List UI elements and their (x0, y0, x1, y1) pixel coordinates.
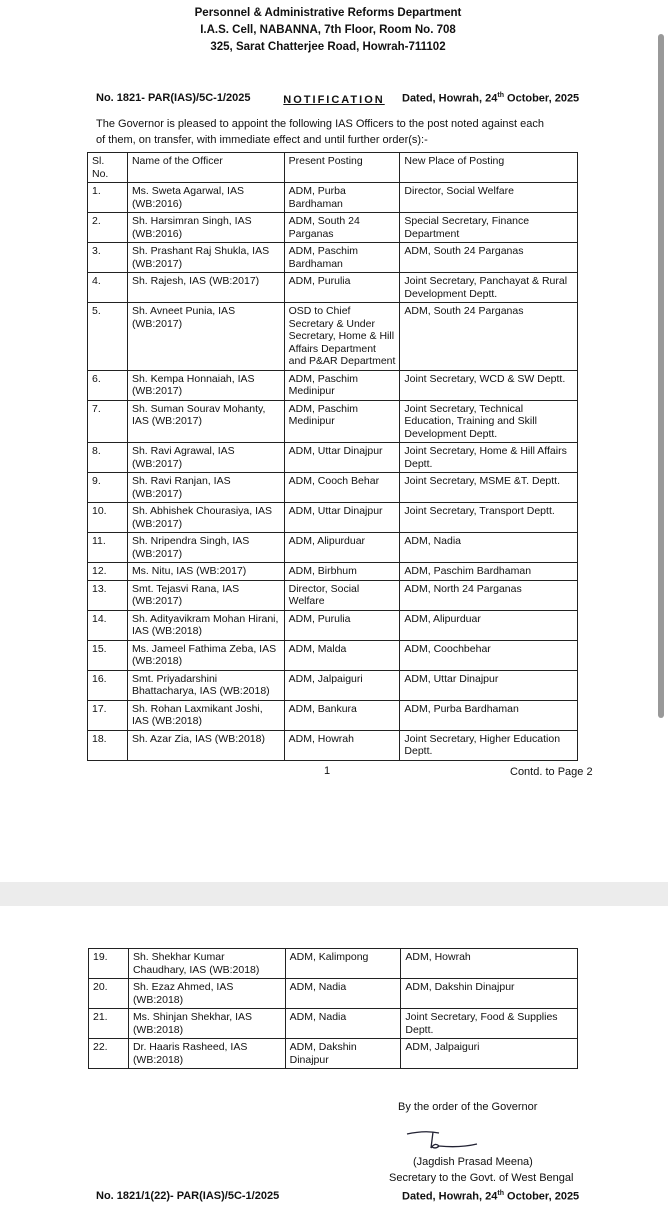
table-row (88, 443, 578, 473)
column-header: Present Posting (284, 153, 400, 183)
new-posting: Joint Secretary, WCD & SW Deptt. (400, 370, 578, 400)
present-posting: OSD to Chief Secretary & Under Secretary, Home & Hill Affairs Department and P&AR Department (284, 303, 400, 371)
present-posting: ADM, Nadia (285, 979, 401, 1009)
serial-number: 13. (88, 580, 128, 610)
new-posting: Joint Secretary, Higher Education Deptt. (400, 730, 578, 760)
new-posting: ADM, Coochbehar (400, 640, 578, 670)
present-posting: ADM, Uttar Dinajpur (284, 503, 400, 533)
serial-number: 12. (88, 563, 128, 581)
table-row (88, 503, 578, 533)
table-row (88, 580, 578, 610)
officers-table-continued (88, 948, 578, 1069)
table-row (88, 640, 578, 670)
present-posting: ADM, South 24 Parganas (284, 213, 400, 243)
serial-number: 2. (88, 213, 128, 243)
table-row (88, 213, 578, 243)
date-line-2: Dated, Howrah, 24th October, 2025 (402, 1190, 580, 1203)
memo-number: No. 1821- PAR(IAS)/5C-1/2025 (96, 92, 251, 104)
serial-number: 7. (88, 400, 128, 443)
serial-number: 14. (88, 610, 128, 640)
table-row (88, 400, 578, 443)
present-posting: ADM, Paschim Medinipur (284, 400, 400, 443)
serial-number: 1. (88, 183, 128, 213)
officer-name: Sh. Ravi Agrawal, IAS (WB:2017) (127, 443, 284, 473)
serial-number: 3. (88, 243, 128, 273)
new-posting: Director, Social Welfare (400, 183, 578, 213)
present-posting: ADM, Uttar Dinajpur (284, 443, 400, 473)
serial-number: 6. (88, 370, 128, 400)
column-header: New Place of Posting (400, 153, 578, 183)
department-name: Personnel & Administrative Reforms Department (194, 7, 462, 19)
serial-number: 8. (88, 443, 128, 473)
officer-name: Sh. Azar Zia, IAS (WB:2018) (127, 730, 284, 760)
continued-note: Contd. to Page 2 (510, 766, 593, 778)
officer-name: Sh. Abhishek Chourasiya, IAS (WB:2017) (127, 503, 284, 533)
signatory-name: (Jagdish Prasad Meena) (413, 1156, 533, 1168)
present-posting: ADM, Paschim Bardhaman (284, 243, 400, 273)
serial-number: 20. (89, 979, 129, 1009)
present-posting: ADM, Purba Bardhaman (284, 183, 400, 213)
officers-table (87, 152, 578, 761)
signature (405, 1128, 485, 1154)
officer-name: Smt. Tejasvi Rana, IAS (WB:2017) (127, 580, 284, 610)
new-posting: ADM, South 24 Parganas (400, 303, 578, 371)
serial-number: 11. (88, 533, 128, 563)
new-posting: ADM, North 24 Parganas (400, 580, 578, 610)
serial-number: 19. (89, 949, 129, 979)
new-posting: Joint Secretary, Technical Education, Training and Skill Development Deptt. (400, 400, 578, 443)
intro-text: The Governor is pleased to appoint the following IAS Officers to the post noted against each of them, on transfer, with immediate effect and until further order(s):- (96, 118, 545, 146)
officer-name: Ms. Shinjan Shekhar, IAS (WB:2018) (128, 1009, 285, 1039)
officer-name: Sh. Suman Sourav Mohanty, IAS (WB:2017) (127, 400, 284, 443)
present-posting: ADM, Howrah (284, 730, 400, 760)
serial-number: 10. (88, 503, 128, 533)
officer-name: Sh. Avneet Punia, IAS (WB:2017) (127, 303, 284, 371)
street-address: 325, Sarat Chatterjee Road, Howrah-711102 (210, 41, 446, 53)
present-posting: ADM, Bankura (284, 700, 400, 730)
table-row (88, 473, 578, 503)
memo-number-2: No. 1821/1(22)- PAR(IAS)/5C-1/2025 (96, 1190, 280, 1202)
officer-name: Ms. Jameel Fathima Zeba, IAS (WB:2018) (127, 640, 284, 670)
table-row (89, 979, 578, 1009)
page-number: 1 (324, 765, 331, 777)
new-posting: ADM, Nadia (400, 533, 578, 563)
officer-name: Sh. Harsimran Singh, IAS (WB:2016) (127, 213, 284, 243)
table-row (88, 533, 578, 563)
present-posting: ADM, Jalpaiguri (284, 670, 400, 700)
new-posting: Special Secretary, Finance Department (400, 213, 578, 243)
notification-title: NOTIFICATION (283, 94, 385, 106)
present-posting: ADM, Nadia (285, 1009, 401, 1039)
table-row (88, 183, 578, 213)
table-row (88, 730, 578, 760)
date-line: Dated, Howrah, 24th October, 2025 (402, 92, 580, 105)
serial-number: 5. (88, 303, 128, 371)
table-row (88, 610, 578, 640)
table-row (89, 1039, 578, 1069)
new-posting: ADM, Paschim Bardhaman (400, 563, 578, 581)
page-2 (0, 906, 656, 1214)
signatory-title: Secretary to the Govt. of West Bengal (389, 1172, 574, 1184)
officer-name: Smt. Priyadarshini Bhattacharya, IAS (WB:2018) (127, 670, 284, 700)
table-row (88, 563, 578, 581)
new-posting: Joint Secretary, Food & Supplies Deptt. (401, 1009, 578, 1039)
new-posting: Joint Secretary, Transport Deptt. (400, 503, 578, 533)
cell-address: I.A.S. Cell, NABANNA, 7th Floor, Room No. 708 (200, 24, 456, 36)
scrollbar[interactable] (658, 34, 664, 718)
column-header: Name of the Officer (127, 153, 284, 183)
officer-name: Sh. Rohan Laxmikant Joshi, IAS (WB:2018) (127, 700, 284, 730)
table-row (88, 700, 578, 730)
officer-name: Sh. Prashant Raj Shukla, IAS (WB:2017) (127, 243, 284, 273)
officer-name: Sh. Kempa Honnaiah, IAS (WB:2017) (127, 370, 284, 400)
serial-number: 15. (88, 640, 128, 670)
present-posting: ADM, Paschim Medinipur (284, 370, 400, 400)
new-posting: ADM, Howrah (401, 949, 578, 979)
officer-name: Ms. Nitu, IAS (WB:2017) (127, 563, 284, 581)
serial-number: 21. (89, 1009, 129, 1039)
officer-name: Dr. Haaris Rasheed, IAS (WB:2018) (128, 1039, 285, 1069)
new-posting: Joint Secretary, Panchayat & Rural Development Deptt. (400, 273, 578, 303)
present-posting: ADM, Malda (284, 640, 400, 670)
officer-name: Sh. Rajesh, IAS (WB:2017) (127, 273, 284, 303)
present-posting: Director, Social Welfare (284, 580, 400, 610)
present-posting: ADM, Dakshin Dinajpur (285, 1039, 401, 1069)
table-row (88, 670, 578, 700)
present-posting: ADM, Alipurduar (284, 533, 400, 563)
table-row (88, 370, 578, 400)
new-posting: ADM, South 24 Parganas (400, 243, 578, 273)
new-posting: ADM, Purba Bardhaman (400, 700, 578, 730)
table-header (88, 153, 578, 183)
serial-number: 9. (88, 473, 128, 503)
order-line: By the order of the Governor (398, 1101, 538, 1113)
new-posting: ADM, Alipurduar (400, 610, 578, 640)
serial-number: 17. (88, 700, 128, 730)
new-posting: Joint Secretary, Home & Hill Affairs Deptt. (400, 443, 578, 473)
table-row (88, 243, 578, 273)
new-posting: ADM, Jalpaiguri (401, 1039, 578, 1069)
table-row (89, 949, 578, 979)
new-posting: ADM, Uttar Dinajpur (400, 670, 578, 700)
present-posting: ADM, Cooch Behar (284, 473, 400, 503)
serial-number: 22. (89, 1039, 129, 1069)
table-row (88, 303, 578, 371)
new-posting: ADM, Dakshin Dinajpur (401, 979, 578, 1009)
present-posting: ADM, Purulia (284, 610, 400, 640)
present-posting: ADM, Purulia (284, 273, 400, 303)
present-posting: ADM, Birbhum (284, 563, 400, 581)
column-header: Sl. No. (88, 153, 128, 183)
officer-name: Ms. Sweta Agarwal, IAS (WB:2016) (127, 183, 284, 213)
table-row (89, 1009, 578, 1039)
officer-name: Sh. Adityavikram Mohan Hirani, IAS (WB:2018) (127, 610, 284, 640)
present-posting: ADM, Kalimpong (285, 949, 401, 979)
table-row (88, 273, 578, 303)
serial-number: 16. (88, 670, 128, 700)
page-gap (0, 882, 668, 906)
officer-name: Sh. Ezaz Ahmed, IAS (WB:2018) (128, 979, 285, 1009)
officer-name: Sh. Shekhar Kumar Chaudhary, IAS (WB:2018) (128, 949, 285, 979)
officer-name: Sh. Nripendra Singh, IAS (WB:2017) (127, 533, 284, 563)
serial-number: 4. (88, 273, 128, 303)
officer-name: Sh. Ravi Ranjan, IAS (WB:2017) (127, 473, 284, 503)
serial-number: 18. (88, 730, 128, 760)
new-posting: Joint Secretary, MSME &T. Deptt. (400, 473, 578, 503)
